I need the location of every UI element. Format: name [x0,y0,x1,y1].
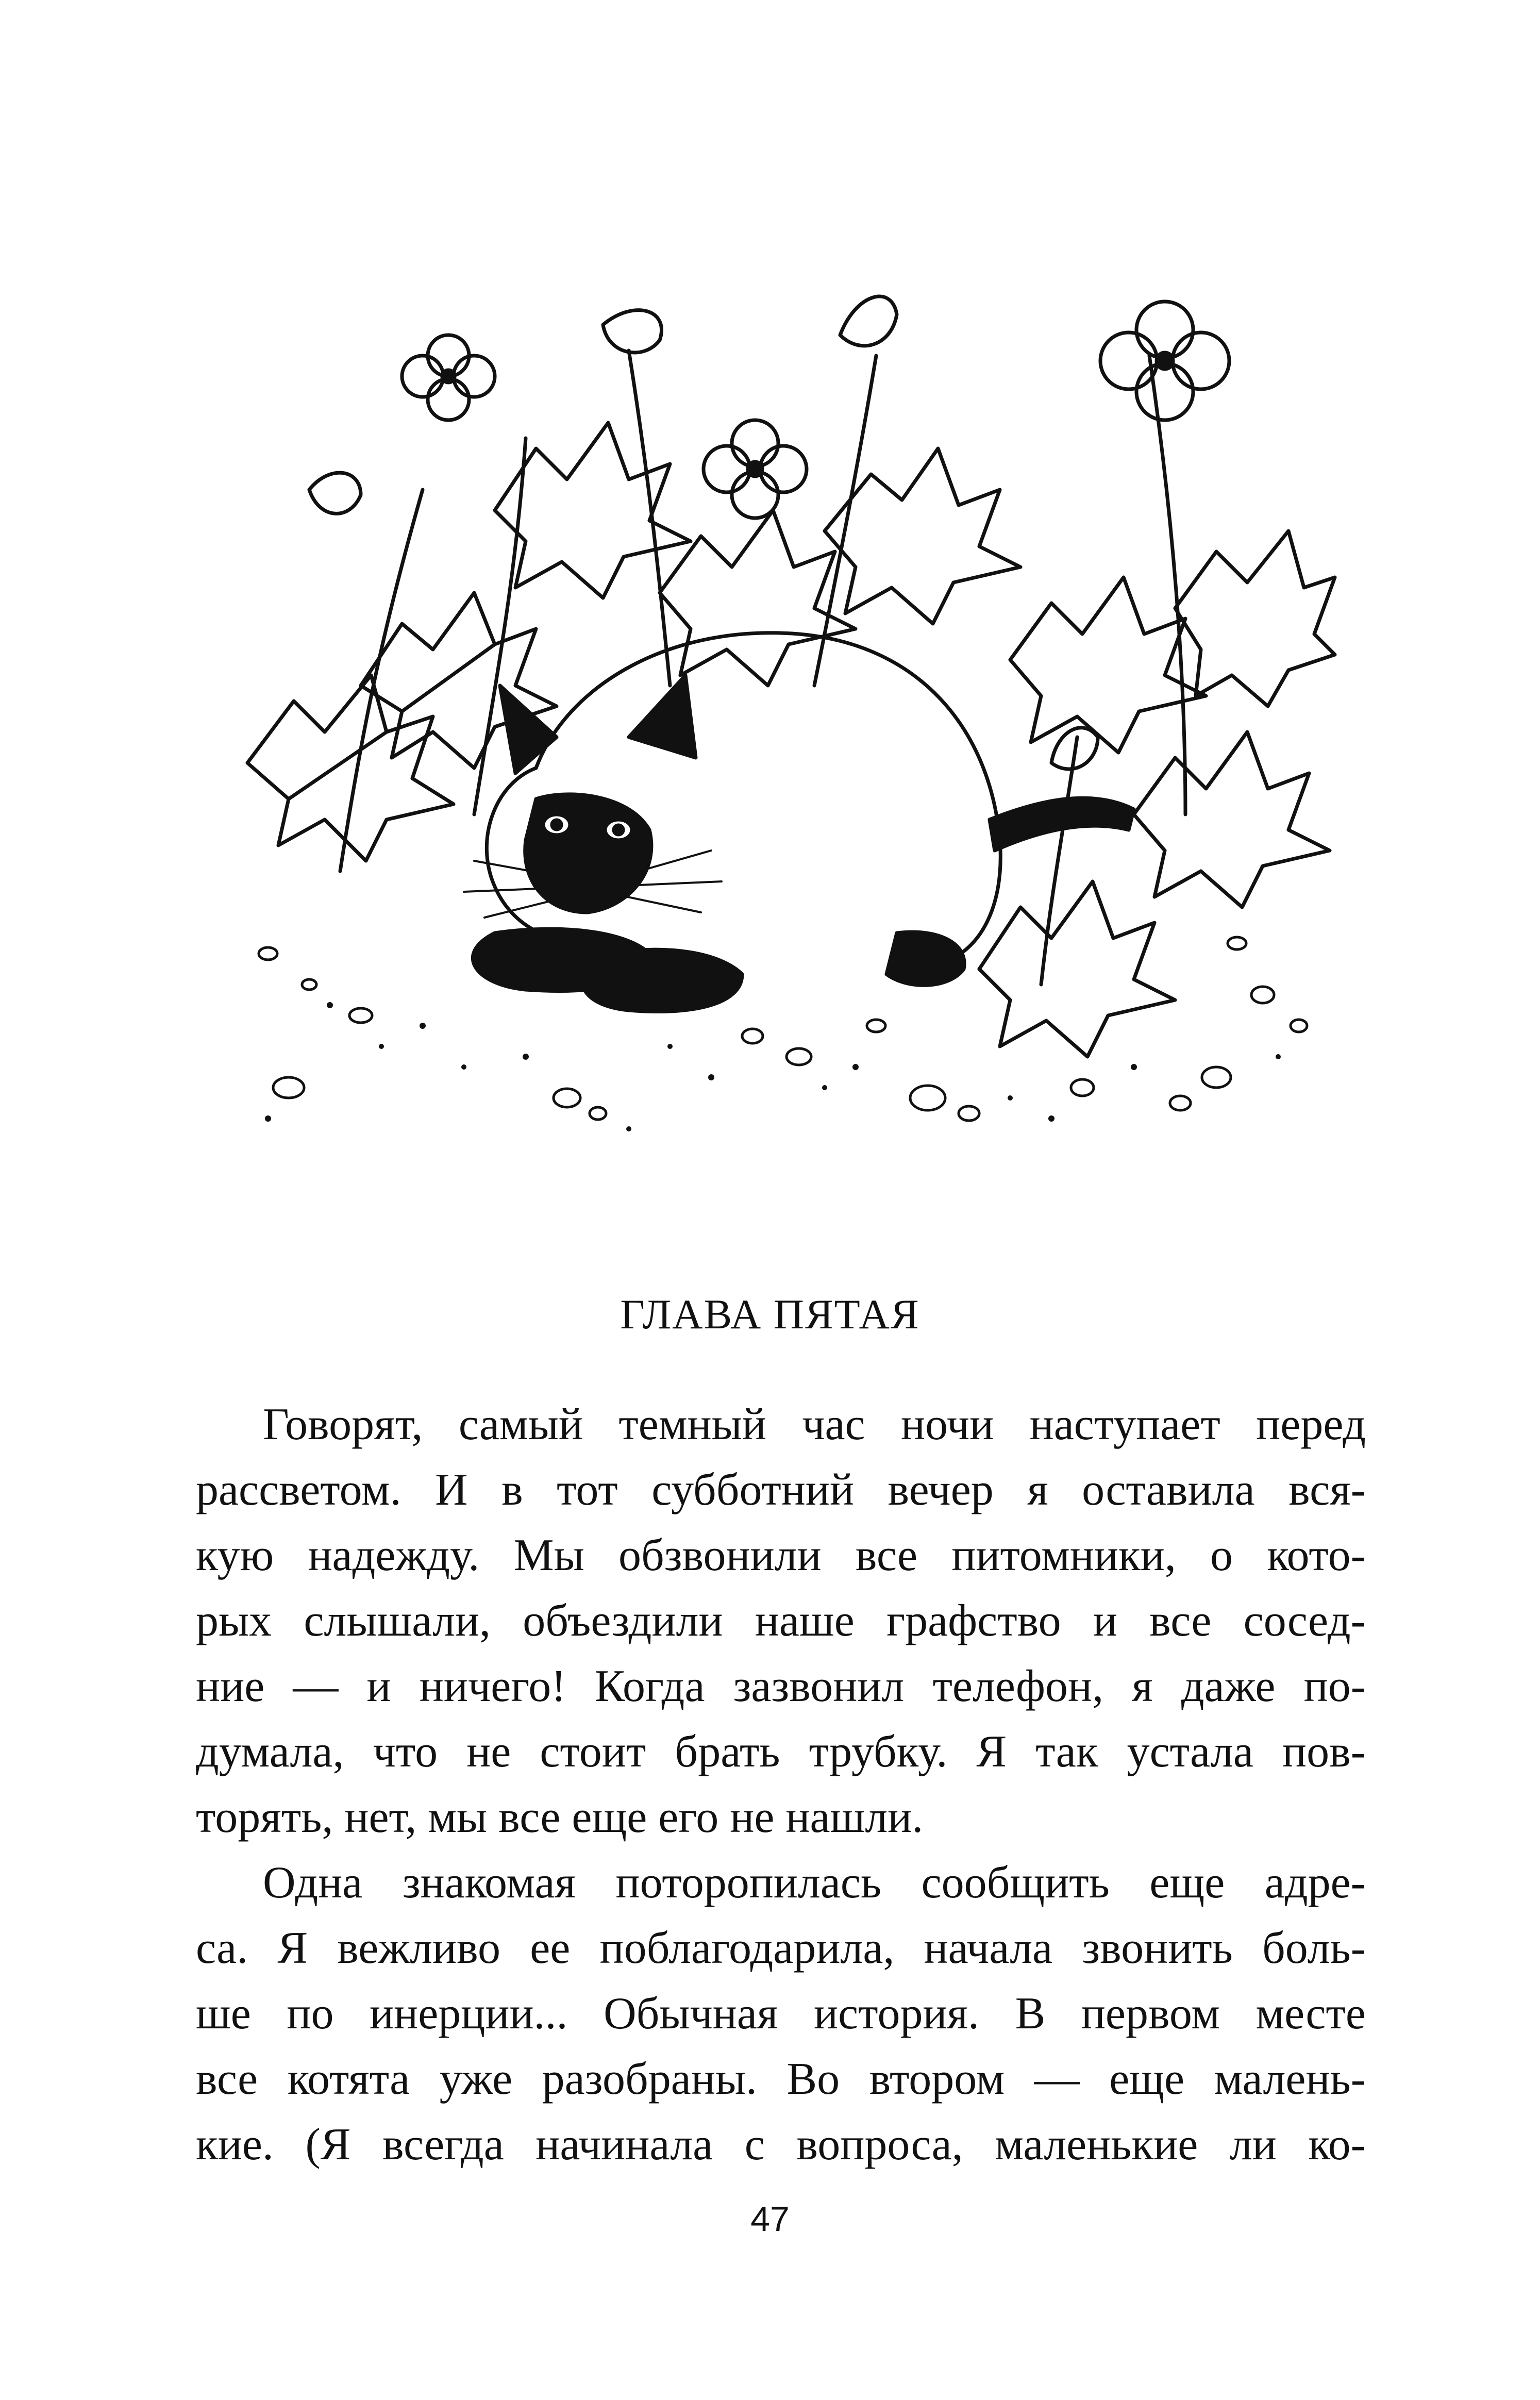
text-line: ние — и ничего! Когда зазвонил телефон, я даже по- [196,1661,1366,1711]
text-line: кие. (Я всегда начинала с вопроса, маленькие ли ко- [196,2120,1366,2170]
body-text [196,1392,1366,2177]
text-line: рых слышали, объездили наше графство и все сосед- [196,1596,1366,1646]
plant-stem [1149,356,1185,814]
cat-icon [464,633,1134,1012]
leaf-icon [247,675,454,861]
ground-stipple [265,1002,1281,1131]
text-line: думала, что не стоит брать трубку. Я так устала пов- [196,1727,1366,1777]
chapter-title: ГЛАВА ПЯТАЯ [620,1291,920,1338]
text-line: рассветом. И в тот субботний вечер я оставила вся- [196,1465,1366,1515]
text-line: торять, нет, мы все еще его не нашли. [196,1792,924,1842]
leaf-icon [1175,531,1335,706]
leaf-icon [979,881,1175,1057]
flower-icon [402,335,495,420]
text-line: са. Я вежливо ее поблагодарила, начала звонить боль- [196,1923,1366,1973]
flower-bud-icon [309,296,1098,769]
flower-icon [1100,302,1229,420]
plant-stem [1041,737,1077,985]
text-line: Говорят, самый темный час ночи наступает перед [263,1399,1366,1449]
flower-icon [704,420,807,518]
text-line: ше по инерции... Обычная история. В первом месте [196,1989,1366,2039]
text-line: кую надежду. Мы обзвонили все питомники, о кото- [196,1530,1366,1580]
leaf-icon [660,510,856,686]
page-number: 47 [750,2199,790,2239]
text-line: Одна знакомая поторопилась сообщить еще адре- [263,1858,1366,1908]
pebble-icon [259,937,1307,1121]
leaf-icon [1134,732,1330,907]
cat-among-plants-illustration [206,222,1340,1211]
text-line: все котята уже разобраны. Во втором — еще малень- [196,2054,1366,2104]
